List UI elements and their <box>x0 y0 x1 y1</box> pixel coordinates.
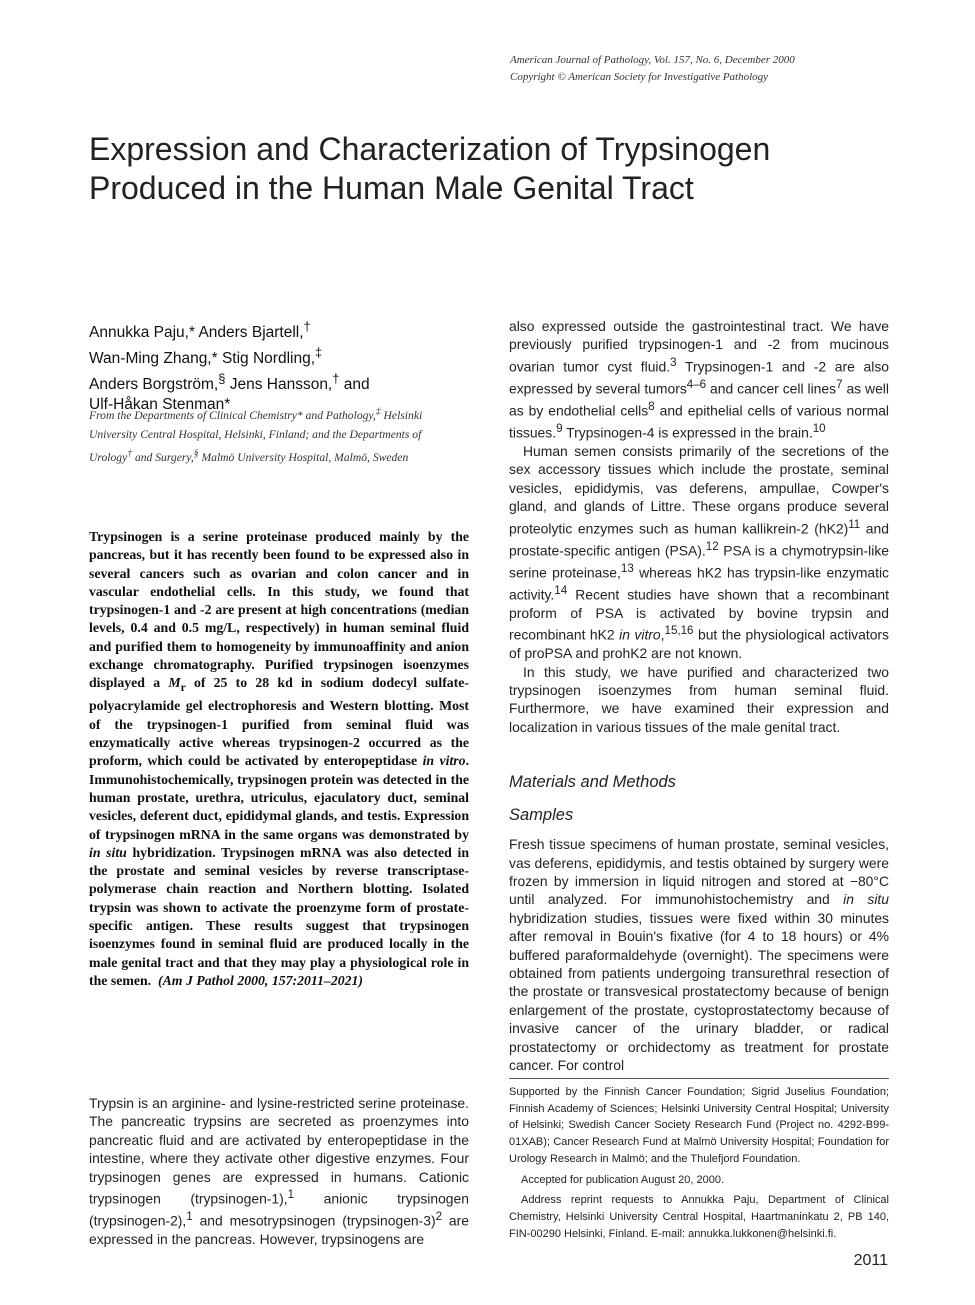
right-column <box>509 317 889 1074</box>
introduction-paragraph: Trypsin is an arginine- and lysine-restricted serine proteinase. The pancreatic trypsins are secreted as proenzymes into pancreatic fluid and are activated by enteropeptidase in the intestine, where they activate other digestive enzymes. Four trypsinogen genes are expressed in humans. Cationic trypsinogen (trypsinogen-1),$^1$ anionic trypsinogen (trypsinogen-2),$^1$ and mesotrypsinogen (trypsinogen-3)$^2$ are expressed in the pancreas. However, trypsinogens are <box>89 1095 470 1248</box>
author-line-2: Wan-Ming Zhang,* Stig Nordling,‡ <box>89 345 323 368</box>
funding-footnote: Supported by the Finnish Cancer Foundation; Sigrid Juselius Foundation; Finnish Academy of Sciences; Helsinki University Central Hospital; University of Helsinki; Swedish Cancer Society Research Fund (Project no. 4292-B99-01XAB); Cancer Research Fund at Malmö University Hospital; Foundation for Urology Research in Malmö; and the Thulefjord Foundation. <box>509 1086 889 1165</box>
affiliations: From the Departments of Clinical Chemistry* and Pathology,‡ Helsinki University Central Hospital, Helsinki, Finland; and the Departments of Urology† and Surgery,§ Malmö University Hospital, Malmö, Sweden <box>89 406 423 464</box>
body-paragraph: Fresh tissue specimens of human prostate, seminal vesicles, vas deferens, epididymis, and testis obtained by surgery were frozen by immersion in liquid nitrogen and stored at −80°C until analyzed. For immunohistochemistry and in situ hybridization studies, tissues were fixed within 30 minutes after removal in Bouin's fixative (for 4 to 18 hours) or 4% buffered paraformaldehyde (overnight). The specimens were obtained from patients undergoing transurethral resection of the prostate or transvesical prostatectomy because of benign enlargement of the prostate, cystoprostatectomy because of invasive cancer of the urinary bladder, or radical prostatectomy or orchidectomy as treatment for prostate cancer. For control <box>509 836 889 1074</box>
title-line-1: Expression and Characterization of Trypsinogen <box>89 131 771 167</box>
journal-header <box>510 52 910 86</box>
title-line-2: Produced in the Human Male Genital Tract <box>89 170 694 206</box>
subsection-heading-samples: Samples <box>509 806 574 825</box>
body-paragraph: also expressed outside the gastrointestinal tract. We have previously purified trypsinogen-1 and -2 from mucinous ovarian tumor cyst fluid.$^3$ Trypsinogen-1 and -2 are also expressed by several tumors$^{4-6}$ and cancer cell lines$^7$ as well as by endothelial cells$^8$ and epithelial cells of various normal tissues.$^9$ Trypsinogen-4 is expressed in the brain.$^{10}$ <box>509 318 890 441</box>
body-paragraph: Human semen consists primarily of the secretions of the sex accessory tissues which include the prostate, seminal vesicles, epididymis, vas deferens, ampullae, Cowper's gland, and glands of Littre. These organs produce several proteolytic enzymes such as human kallikrein-2 $(hK2)^{11}$ and prostate-specific antigen (PSA).$^{12}$ PSA is a chymotrypsin-like serine proteinase,$^{13}$ whereas hK2 has trypsin-like enzymatic activity.$^{14}$ Recent studies have shown that a recombinant proform of PSA is activated by bovine trypsin and recombinant hK2 in vitro,$^{15,16}$ but the physiological activators of proPSA and prohK2 are not known. <box>509 442 890 662</box>
author-list <box>89 317 469 415</box>
author-line-1: Annukka Paju,* Anders Bjartell,† <box>89 319 311 342</box>
journal-citation-line: American Journal of Pathology, Vol. 157, No. 6, December 2000 <box>510 54 795 66</box>
reprint-address-footnote: Address reprint requests to Annukka Paju, Department of Clinical Chemistry, Helsinki University Central Hospital, Haartmaninkatu 2, PB 140, FIN-00290 Helsinki, Finland. E-mail: annukka.lukkonen@helsinki.fi. <box>509 1194 889 1240</box>
abstract-citation: (Am J Pathol 2000, 157:2011–2021) <box>157 972 364 988</box>
section-heading-materials-methods: Materials and Methods <box>509 773 676 792</box>
accepted-footnote: Accepted for publication August 20, 2000. <box>521 1173 725 1186</box>
body-paragraph: In this study, we have purified and characterized two trypsinogen isoenzymes from human seminal fluid. Furthermore, we have examined their expression and localization in various tissues of the male genital tract. <box>509 663 889 735</box>
author-line-3: Anders Borgström,§ Jens Hansson,† and <box>89 371 370 394</box>
footnote-divider <box>509 1078 889 1079</box>
page-number: 2011 <box>853 1252 888 1269</box>
article-title <box>89 130 889 208</box>
footnotes <box>509 1084 889 1246</box>
author-line-4: Ulf-Håkan Stenman* <box>89 396 231 414</box>
abstract: Trypsinogen is a serine proteinase produced mainly by the pancreas, but it has recently been found to be expressed also in several cancers such as ovarian and colon cancer and in vascular endothelial cells. In this study, we found that trypsinogen-1 and -2 are present at high concentrations (median levels, 0.4 and 0.5 mg/L, respectively) in human seminal fluid and purified them to homogeneity by immunoaffinity and anion exchange chromatography. Purified trypsinogen isoenzymes displayed a $M_r$ of 25 to 28 kd in sodium dodecyl sulfate-polyacrylamide gel electrophoresis and Western blotting. Most of the trypsinogen-1 purified from seminal fluid was enzymatically active whereas trypsinogen-2 occurred as the proform, which could be activated by enteropeptidase in vitro. Immunohistochemically, trypsinogen protein was detected in the human prostate, urethra, utriculus, ejaculatory duct, seminal vesicles, deferent duct, epididymal glands, and testis. Expression of trypsinogen mRNA in the same organs was demonstrated by in situ hybridization. Trypsinogen mRNA was also detected in the prostate and seminal vesicles by reverse transcriptase-polymerase chain reaction and Northern blotting. Isolated trypsin was shown to activate the proenzyme form of prostate-specific antigen. These results suggest that trypsinogen isoenzymes found in seminal fluid are produced locally in the male genital tract and that they may play a physiological role in the semen. (Am J Pathol 2000, 157:2011–2021) <box>89 529 470 988</box>
copyright-line: Copyright © American Society for Investigative Pathology <box>510 71 769 83</box>
